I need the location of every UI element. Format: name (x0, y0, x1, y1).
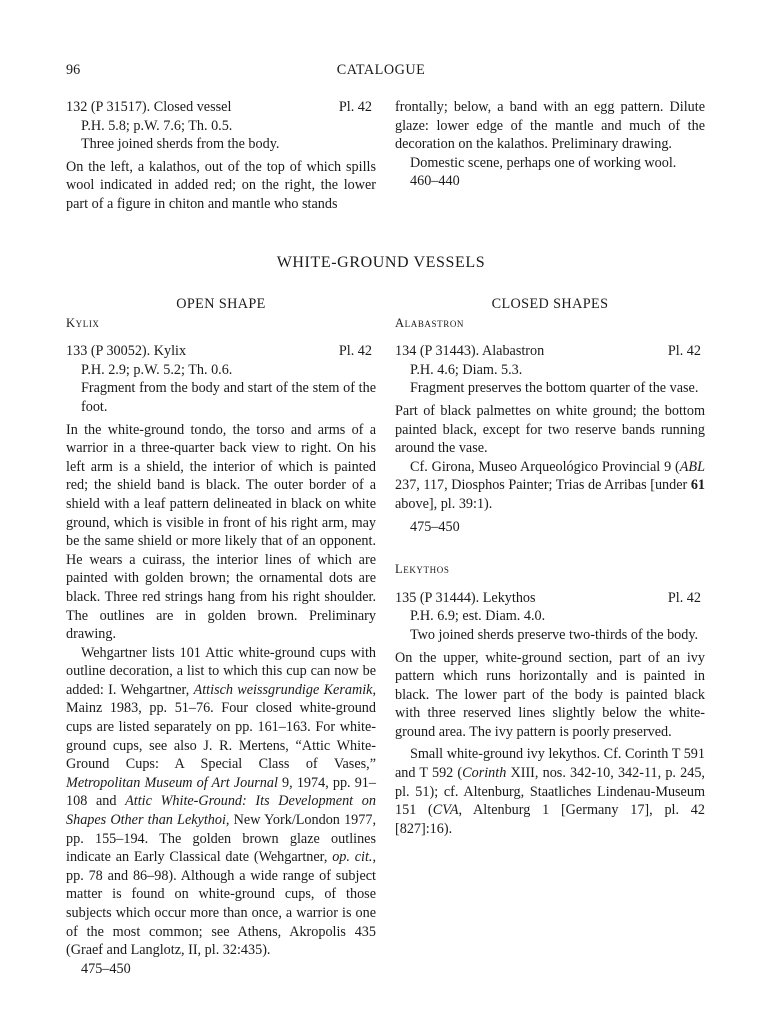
entry-133-plate: Pl. 42 (338, 343, 372, 360)
entry-133-dims: P.H. 2.9; p.W. 5.2; Th. 0.6. (81, 361, 233, 378)
entry-134-date: 475–450 (410, 518, 460, 535)
entry-135-commentary: Small white-ground ivy lekythos. Cf. Corinth T 591 and T 592 (Corinth XIII, nos. 342-10, 342-11, p. 245, pl. 51); cf. Altenburg, Staatliches Lindenau-Museum 151 (CVA, Altenburg 1 [Germany 17], pl. 42 [827]:16). (395, 746, 705, 837)
entry-135-dims: P.H. 6.9; est. Diam. 4.0. (410, 608, 546, 625)
open-shape-subhead: OPEN SHAPE (176, 296, 266, 312)
entry-132-plate: Pl. 42 (338, 99, 372, 115)
entry-132-heading (66, 98, 376, 117)
entry-132-description-cont: frontally; below, a band with an egg pattern. Dilute glaze: lower edge of the mantle and much of the decoration on the kalathos. Preliminary drawing. (395, 99, 705, 153)
entry-134-label: 134 (P 31443). Alabastron (395, 343, 545, 360)
top-right-column (395, 98, 705, 191)
section-title: WHITE-GROUND VESSELS (276, 254, 486, 271)
entry-132-date: 460–440 (410, 173, 460, 190)
entry-132-label: 132 (P 31517). Closed vessel (66, 99, 232, 115)
closed-shapes-subhead: CLOSED SHAPES (491, 296, 609, 312)
entry-135-description: On the upper, white-ground section, part of an ivy pattern which runs horizontally and is painted in black. The lower part of the body is painted black with three reserved lines slightly below the white-ground area. The ivy pattern is poorly preserved. (395, 649, 705, 740)
entry-132-description: On the left, a kalathos, out of the top of which spills wool indicated in added red; on the right, the lower part of a figure in chiton and mantle who stands (66, 158, 376, 212)
entry-134-commentary: Cf. Girona, Museo Arqueológico Provincial 9 (ABL 237, 117, Diosphos Painter; Trias de Arribas [under 61 above], pl. 39:1). (395, 458, 706, 512)
entry-134-description: Part of black palmettes on white ground; the bottom painted black, except for two reserve bands running around the vase. (395, 402, 705, 457)
entry-134-plate: Pl. 42 (667, 343, 701, 360)
right-column (395, 295, 705, 838)
entry-132-fragment: Three joined sherds from the body. (81, 136, 280, 153)
entry-134-dims: P.H. 4.6; Diam. 5.3. (410, 361, 523, 378)
running-head: CATALOGUE (336, 62, 426, 78)
entry-132-dims: P.H. 5.8; p.W. 7.6; Th. 0.5. (81, 117, 233, 134)
entry-134-fragment: Fragment preserves the bottom quarter of the vase. (410, 380, 699, 397)
page-number: 96 (66, 62, 81, 78)
alabastron-category: Alabastron (395, 315, 465, 330)
left-column (66, 295, 376, 978)
entry-133-description: In the white-ground tondo, the torso and arms of a warrior in a three-quarter back view to right. On his left arm is a shield, the interior of which is painted red; the shield band is black. The outer border of a shield with a leaf pattern delineated in black on white ground, which is visible in front of his right arm, may be the same shield or more likely that of an opponent. He wears a cuirass, the interior lines of which are painted with golden brown; the ornamental dots are black. Three red strings hang from his right shoulder. The outlines are in golden brown. Preliminary drawing. (66, 421, 376, 643)
top-left-column (66, 98, 376, 214)
entry-135-plate: Pl. 42 (667, 589, 701, 606)
lekythos-category: Lekythos (395, 562, 450, 577)
entry-135-label: 135 (P 31444). Lekythos (395, 589, 536, 606)
entry-133-commentary: Wehgartner lists 101 Attic white-ground cups with outline decoration, a list to which this cup can now be added: I. Wehgartner, Attisch weissgrundige Keramik, Mainz 1983, pp. 51–76. Four closed white-ground cups are listed separately on pp. 161–163. For white-ground cups, see also J. R. Mertens, “Attic White-Ground Cups: A Special Class of Vases,” Metropolitan Museum of Art Journal 9, 1974, pp. 91–108 and Attic White-Ground: Its Development on Shapes Other than Lekythoi, New York/London 1977, pp. 155–194. The golden brown glaze outlines indicate an Early Classical date (Wehgartner, op. cit., pp. 78 and 86–98). Although a wide range of subject matter is found on white-ground cups, of those subjects which occur more than once, a warrior is one of the most common; see Athens, Akropolis 435 (Graef and Langlotz, II, pl. 32:435). (66, 644, 377, 959)
entry-132-note: Domestic scene, perhaps one of working wool. (410, 154, 677, 171)
entry-133-date: 475–450 (81, 960, 131, 977)
entry-133-label: 133 (P 30052). Kylix (66, 343, 187, 360)
entry-135-fragment: Two joined sherds preserve two-thirds of the body. (410, 626, 699, 643)
entry-133-heading (66, 342, 376, 361)
entry-135-heading (395, 589, 705, 608)
entry-134-heading (395, 342, 705, 361)
kylix-category: Kylix (66, 315, 100, 330)
entry-133-fragment: Fragment from the body and start of the stem of the foot. (81, 380, 376, 415)
